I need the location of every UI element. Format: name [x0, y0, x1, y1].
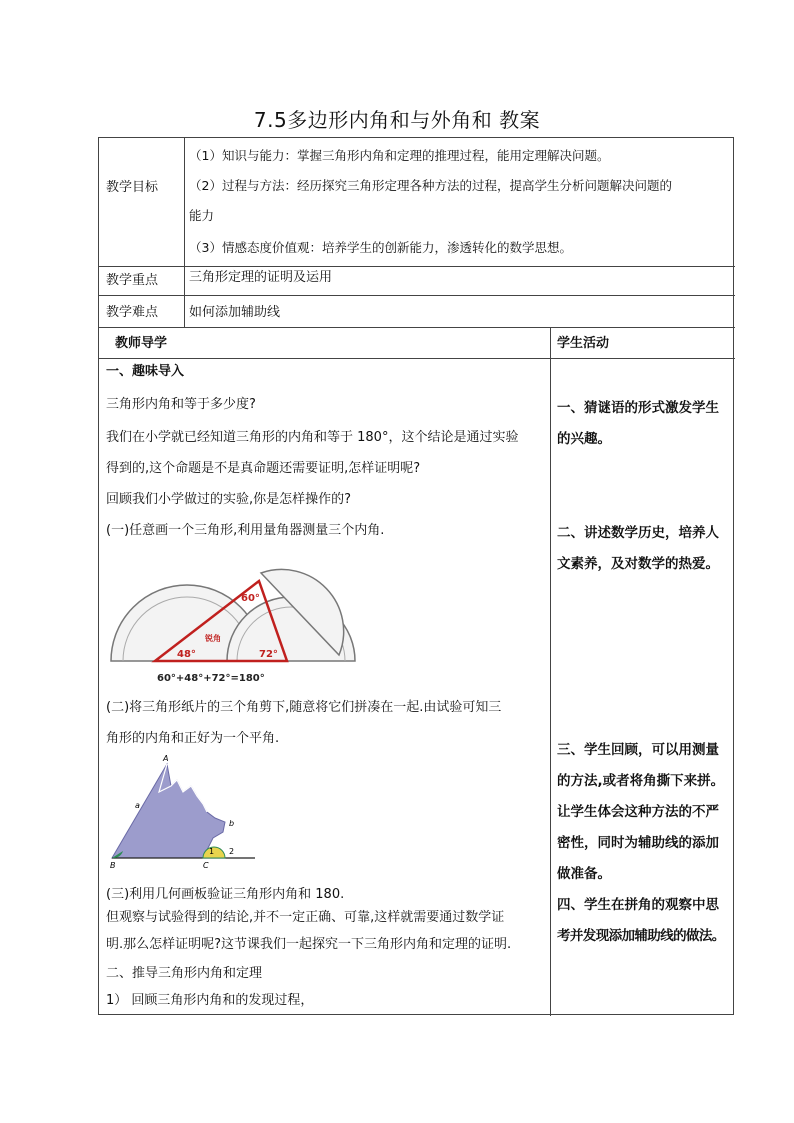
text-line: 得到的,这个命题是不是真命题还需要证明,怎样证明呢?	[106, 461, 421, 476]
activity-line: 文素养，及对数学的热爱。	[557, 556, 719, 572]
difficulty-value: 如何添加辅助线	[189, 305, 281, 320]
angle-label-60: 60°	[241, 593, 260, 604]
activity-line: 的方法,或者将角撕下来拼。	[557, 773, 725, 789]
col-divider	[550, 327, 551, 1016]
text-line: 但观察与试验得到的结论,并不一定正确、可靠,这样就需要通过数学证	[106, 910, 505, 925]
text-line: 我们在小学就已经知道三角形的内角和等于 180°，这个结论是通过实验	[106, 430, 519, 445]
side-b: b	[229, 819, 235, 828]
text-line: 角形的内角和正好为一个平角.	[106, 731, 280, 746]
angle-label-72: 72°	[259, 649, 278, 660]
text-line: 明.那么怎样证明呢?这节课我们一起探究一下三角形内角和定理的证明.	[106, 937, 512, 952]
side-a: a	[135, 801, 140, 810]
text-line: (二)将三角形纸片的三个角剪下,随意将它们拼凑在一起.由试验可知三	[106, 700, 502, 715]
row-divider	[99, 266, 735, 267]
student-header: 学生活动	[557, 336, 610, 351]
vertex-b: B	[110, 861, 116, 868]
text-line: 三角形内角和等于多少度?	[106, 397, 256, 412]
goal-line: （3）情感态度价值观：培养学生的创新能力，渗透转化的数学思想。	[189, 240, 572, 255]
angle-sum-formula: 60°+48°+72°=180°	[157, 673, 265, 684]
lesson-plan-table	[98, 137, 734, 1015]
difficulty-label: 教学难点	[106, 305, 159, 320]
vertex-c: C	[203, 861, 209, 868]
activity-line: 二、讲述数学历史，培养人	[557, 525, 719, 541]
activity-line: 四、学生在拼角的观察中思	[557, 897, 719, 913]
row-divider	[99, 327, 735, 328]
page-title: 7.5多边形内角和与外角和 教案	[253, 108, 541, 132]
teacher-header: 教师导学	[115, 336, 168, 351]
activity-line: 的兴趣。	[557, 431, 611, 447]
section-heading: 一、趣味导入	[106, 364, 185, 379]
key-value: 三角形定理的证明及运用	[189, 270, 333, 285]
col-divider	[184, 138, 185, 327]
activity-line: 考并发现添加辅助线的做法。	[557, 928, 725, 944]
row-divider	[99, 358, 735, 359]
text-line: 1） 回顾三角形内角和的发现过程，	[106, 993, 314, 1008]
row-divider	[99, 295, 735, 296]
angle-1: 1	[209, 847, 215, 856]
goal-line: （1）知识与能力：掌握三角形内角和定理的推理过程，能用定理解决问题。	[189, 148, 610, 163]
activity-line: 让学生体会这种方法的不严	[557, 804, 719, 820]
text-line: (一)任意画一个三角形,利用量角器测量三个内角.	[106, 523, 385, 538]
activity-line: 三、学生回顾，可以用测量	[557, 742, 719, 758]
vertex-a: A	[163, 754, 169, 763]
torn-triangle-figure	[105, 752, 265, 868]
protractor-figure	[109, 543, 359, 688]
activity-line: 一、猜谜语的形式激发学生	[557, 400, 719, 416]
section-heading: 二、推导三角形内角和定理	[106, 966, 263, 981]
activity-line: 密性，同时为辅助线的添加	[557, 835, 719, 851]
text-line: 回顾我们小学做过的实验,你是怎样操作的?	[106, 492, 352, 507]
angle-2: 2	[229, 847, 235, 856]
key-label: 教学重点	[106, 273, 159, 288]
activity-line: 做准备。	[557, 866, 611, 882]
goal-line: （2）过程与方法：经历探究三角形定理各种方法的过程，提高学生分析问题解决问题的	[189, 178, 672, 193]
angle-label-48: 48°	[177, 649, 196, 660]
goals-label: 教学目标	[106, 180, 159, 195]
triangle-paper	[112, 764, 225, 858]
goal-line: 能力	[189, 208, 215, 223]
acute-tag: 锐角	[205, 634, 221, 643]
text-line: (三)利用几何画板验证三角形内角和 180.	[106, 887, 345, 902]
